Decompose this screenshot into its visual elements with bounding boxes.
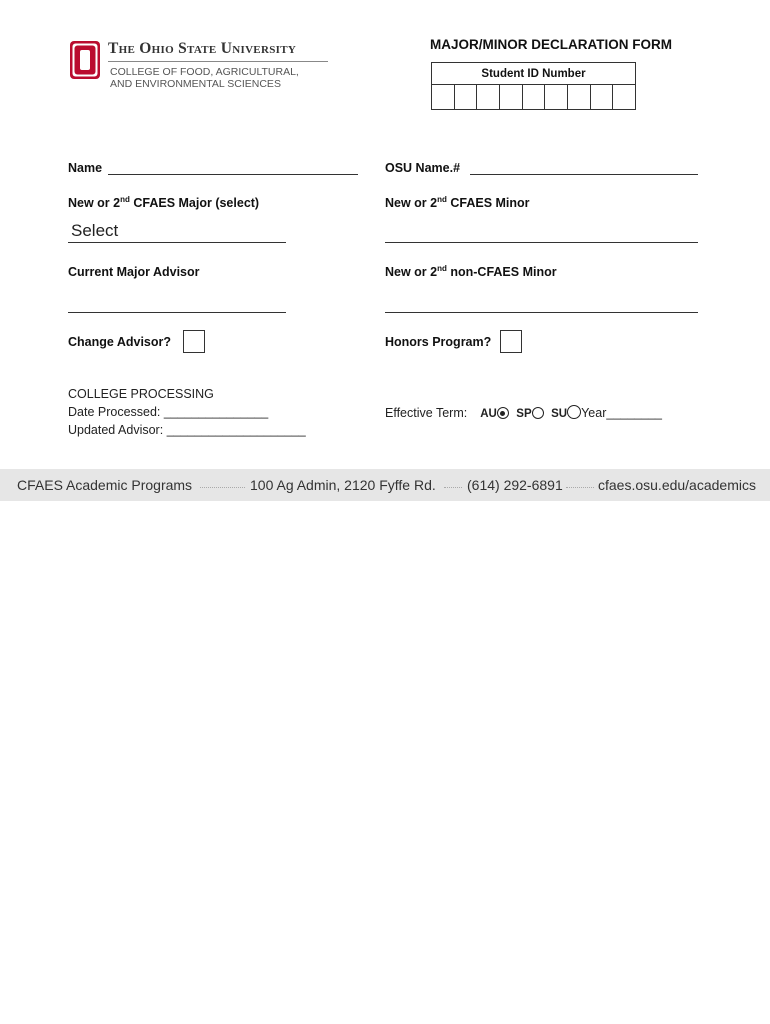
- name-field[interactable]: [108, 174, 358, 175]
- form-title: MAJOR/MINOR DECLARATION FORM: [430, 37, 672, 52]
- effective-term-row: [385, 405, 662, 420]
- major-label-sup: nd: [120, 194, 130, 204]
- date-processed-row: [68, 405, 268, 419]
- major-label-prefix: New or 2: [68, 196, 121, 210]
- term-su-radio[interactable]: [567, 405, 581, 419]
- effective-term-label: Effective Term:: [385, 406, 468, 420]
- updated-advisor-field[interactable]: ____________________: [166, 423, 306, 437]
- student-id-digit[interactable]: [568, 85, 591, 109]
- header-divider: [108, 61, 328, 62]
- student-id-digit[interactable]: [432, 85, 455, 109]
- noncfaes-label-suffix: non-CFAES Minor: [446, 265, 557, 279]
- college-name-line1: COLLEGE OF FOOD, AGRICULTURAL,: [110, 66, 299, 78]
- processing-heading: COLLEGE PROCESSING: [68, 387, 214, 401]
- term-au-radio[interactable]: [497, 407, 509, 419]
- block-o-icon: [70, 41, 100, 79]
- osu-name-field[interactable]: [470, 174, 698, 175]
- noncfaes-minor-field[interactable]: [385, 312, 698, 313]
- updated-advisor-row: [68, 423, 306, 437]
- student-id-digit[interactable]: [613, 85, 635, 109]
- advisor-label: Current Major Advisor: [68, 265, 200, 279]
- major-select[interactable]: [68, 220, 286, 242]
- college-name-line2: AND ENVIRONMENTAL SCIENCES: [110, 78, 281, 90]
- student-id-digit[interactable]: [545, 85, 568, 109]
- name-label: Name: [68, 161, 103, 175]
- osu-name-label: OSU Name.#: [385, 161, 461, 175]
- advisor-field[interactable]: [68, 312, 286, 313]
- university-name: The Ohio State University: [108, 40, 297, 57]
- noncfaes-label: [385, 265, 557, 279]
- student-id-digit[interactable]: [477, 85, 500, 109]
- student-id-digit[interactable]: [500, 85, 523, 109]
- major-label-suffix: CFAES Major (select): [129, 196, 260, 210]
- term-sp-label: SP: [516, 408, 532, 420]
- student-id-grid: [431, 84, 636, 110]
- minor-label: [385, 196, 530, 210]
- minor-field[interactable]: [385, 242, 698, 243]
- date-processed-label: Date Processed:: [68, 405, 161, 419]
- osu-logo: [70, 41, 100, 79]
- minor-label-sup: nd: [437, 194, 447, 204]
- term-su-label: SU: [551, 408, 568, 420]
- year-field[interactable]: ________: [606, 406, 662, 420]
- footer-bar: [0, 469, 770, 501]
- year-label: Year: [581, 406, 607, 420]
- term-au-label: AU: [480, 408, 497, 420]
- change-advisor-label: Change Advisor?: [68, 335, 172, 349]
- updated-advisor-label: Updated Advisor:: [68, 423, 164, 437]
- major-label: [68, 196, 259, 210]
- student-id-label: Student ID Number: [481, 68, 586, 80]
- change-advisor-checkbox[interactable]: [183, 330, 205, 353]
- footer-org: CFAES Academic Programs: [17, 477, 193, 493]
- footer-divider: [566, 487, 594, 488]
- honors-label: Honors Program?: [385, 335, 492, 349]
- footer-divider: [200, 487, 245, 488]
- major-select-underline: [68, 242, 286, 243]
- footer-address: 100 Ag Admin, 2120 Fyffe Rd.: [250, 477, 436, 493]
- footer-divider: [444, 487, 462, 488]
- date-processed-field[interactable]: _______________: [163, 405, 269, 419]
- student-id-digit[interactable]: [591, 85, 614, 109]
- student-id-digit[interactable]: [523, 85, 546, 109]
- honors-checkbox[interactable]: [500, 330, 522, 353]
- term-sp-radio[interactable]: [532, 407, 544, 419]
- noncfaes-label-prefix: New or 2: [385, 265, 438, 279]
- noncfaes-label-sup: nd: [437, 263, 447, 273]
- minor-label-suffix: CFAES Minor: [446, 196, 530, 210]
- minor-label-prefix: New or 2: [385, 196, 438, 210]
- student-id-digit[interactable]: [455, 85, 478, 109]
- student-id-box: [431, 62, 636, 85]
- major-select-value: Select: [71, 221, 119, 240]
- footer-phone: (614) 292-6891: [467, 477, 563, 493]
- footer-website[interactable]: cfaes.osu.edu/academics: [598, 477, 756, 493]
